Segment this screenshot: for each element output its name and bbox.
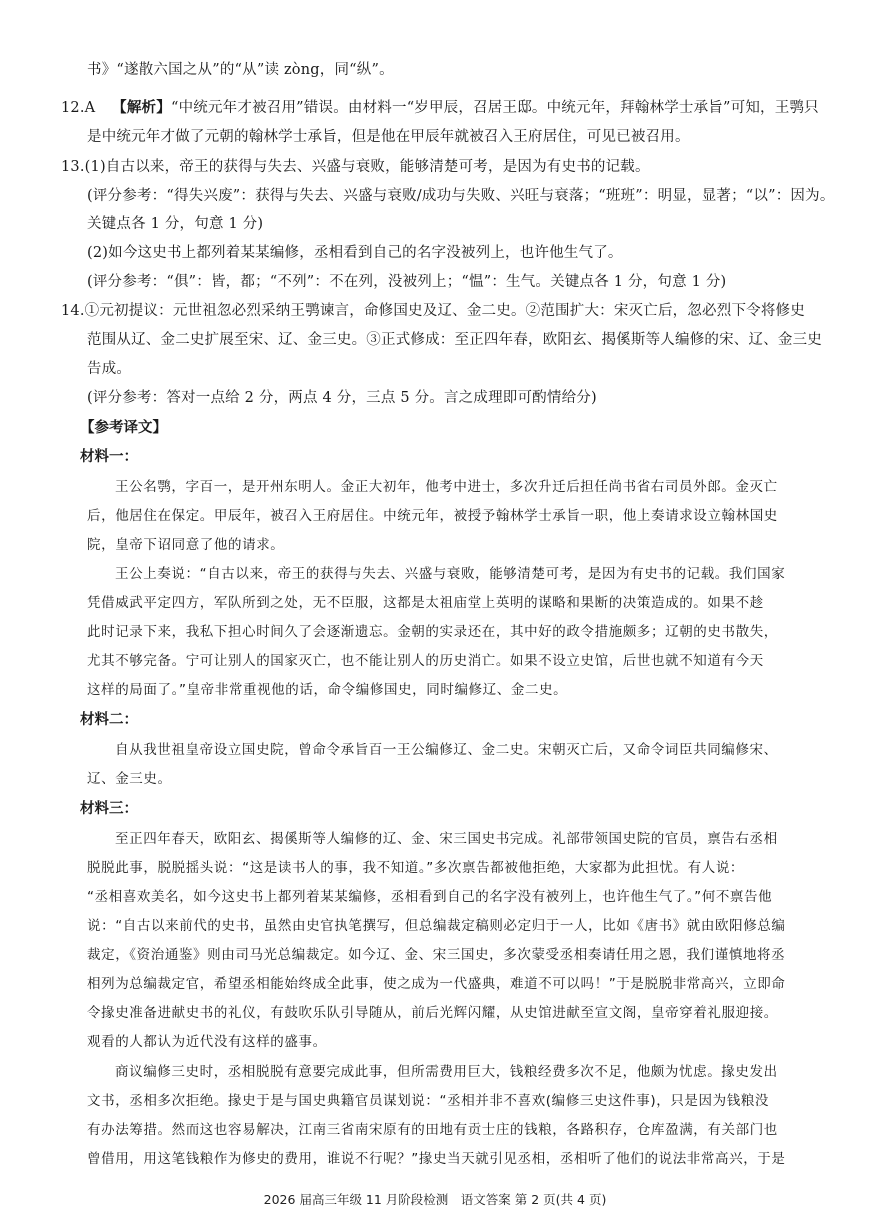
material-3-para-1-line-3: “丞相喜欢美名，如今这史书上都列着某某编修，丞相看到自己的名字没有被列上，也许他生气了。”何不禀告他 — [87, 889, 773, 905]
answer-13-2-scoring: (评分参考：“俱”：皆，都；“不列”：不在列，没被列上；“愠”：生气。关键点各 1 分，句意 1 分) — [87, 274, 727, 290]
answer-13-1: 13.(1)自古以来，帝王的获得与失去、兴盛与衰败，能够清楚可考，是因为有史书的记载。 — [61, 159, 650, 175]
material-1-title: 材料一： — [80, 448, 138, 465]
material-3-para-1-line-8: 观看的人都认为近代没有这样的盛事。 — [87, 1034, 327, 1050]
answer-13-2: (2)如今这史书上都列着某某编修，丞相看到自己的名字没被列上，也许他生气了。 — [87, 245, 623, 261]
material-3-para-1-line-5: 裁定，《资治通鉴》则由司马光总编裁定。如今辽、金、宋三国史，多次蒙受丞相奏请任用之恩，我们谨慎地将丞 — [87, 947, 786, 963]
material-2-para-1-line-2: 辽、金三史。 — [87, 771, 172, 787]
answer-13-1-scoring-b: 关键点各 1 分，句意 1 分) — [87, 216, 264, 232]
answer-13-1-scoring-a: (评分参考：“得失兴废”：获得与失去、兴盛与衰败/成功与失败、兴旺与衰落；“班班”：明显，显著；“以”：因为。 — [87, 188, 835, 204]
material-3-para-2-line-1: 商议编修三史时，丞相脱脱有意要完成此事，但所需费用巨大，钱粮经费多次不足，他颇为忧虑。掾史发出 — [115, 1064, 778, 1080]
material-1-para-2-line-1: 王公上奏说：“自古以来，帝王的获得与失去、兴盛与衰败，能够清楚可考，是因为有史书的记载。我们国家 — [115, 566, 786, 582]
material-1-para-1-line-3: 院，皇帝下诏同意了他的请求。 — [87, 537, 285, 553]
answer-14-line-2: 范围从辽、金二史扩展至宋、辽、金三史。③正式修成：至正四年春，欧阳玄、揭傒斯等人编修的宋、辽、金三史 — [87, 332, 822, 348]
page-footer: 2026 届高三年级 11 月阶段检测 语文答案 第 2 页(共 4 页) — [263, 1192, 607, 1207]
material-3-para-1-line-6: 相列为总编裁定官，希望丞相能始终成全此事，使之成为一代盛典，难道不可以吗！”于是脱脱非常高兴，立即命 — [87, 976, 786, 992]
answer-12-line-1 — [61, 98, 819, 118]
answer-12-line-2: 是中统元年才做了元朝的翰林学士承旨，但是他在甲辰年就被召入王府居住，可见已被召用。 — [87, 129, 690, 145]
material-3-para-1-line-2: 脱脱此事，脱脱摇头说：“这是读书人的事，我不知道。”多次禀告都被他拒绝，大家都为此担忧。有人说： — [87, 860, 745, 876]
material-3-para-1-line-4: 说：“自古以来前代的史书，虽然由史官执笔撰写，但总编裁定稿则必定归于一人，比如《唐书》就由欧阳修总编 — [87, 918, 786, 934]
answer-14-line-1: 14.①元初提议：元世祖忽必烈采纳王鹗谏言，命修国史及辽、金二史。②范围扩大：宋灭亡后，忽必烈下令将修史 — [61, 303, 805, 319]
material-1-para-2-line-5: 这样的局面了。”皇帝非常重视他的话，命令编修国史，同时编修辽、金二史。 — [87, 682, 568, 698]
material-2-para-1-line-1: 自从我世祖皇帝设立国史院，曾命令承旨百一王公编修辽、金二史。宋朝灭亡后，又命令词臣共同编修宋、 — [115, 742, 778, 758]
material-3-para-2-line-4: 曾借用，用这笔钱粮作为修史的费用，谁说不行呢？”掾史当天就引见丞相，丞相听了他们的说法非常高兴，于是 — [87, 1151, 786, 1167]
material-3-para-1-line-1: 至正四年春天，欧阳玄、揭傒斯等人编修的辽、金、宋三国史书完成。礼部带领国史院的官员，禀告右丞相 — [115, 831, 778, 847]
material-1-para-1-line-2: 后，他居住在保定。甲辰年，被召入王府居住。中统元年，被授予翰林学士承旨一职，他上奏请求设立翰林国史 — [87, 508, 778, 524]
material-3-para-2-line-3: 有办法筹措。然而这也容易解决，江南三省南宋原有的田地有贡士庄的钱粮，各路积存，仓库盈满，有关部门也 — [87, 1122, 778, 1138]
reference-translation-heading: 【参考译文】 — [80, 419, 167, 436]
answer-12-text-a: “中统元年才被召用”错误。由材料一“岁甲辰，召居王邸。中统元年，拜翰林学士承旨”可知，王鹗只 — [170, 100, 819, 116]
answer-14-scoring: (评分参考：答对一点给 2 分，两点 4 分，三点 5 分。言之成理即可酌情给分) — [87, 390, 597, 406]
material-3-para-1-line-7: 令掾史准备进献史书的礼仪，有鼓吹乐队引导随从，前后光辉闪耀，从史馆进献至宣文阁，皇帝穿着礼服迎接。 — [87, 1005, 778, 1021]
answer-line-continuation: 书》“遂散六国之从”的“从”读 zòng，同“纵”。 — [87, 62, 394, 78]
material-3-title: 材料三： — [80, 800, 138, 817]
material-1-para-1-line-1: 王公名鹗，字百一，是开州东明人。金正大初年，他考中进士，多次升迁后担任尚书省右司员外郎。金灭亡 — [115, 479, 778, 495]
material-3-para-2-line-2: 文书，丞相多次拒绝。掾史于是与国史典籍官员谋划说：“丞相并非不喜欢(编修三史这件事)，只是因为钱粮没 — [87, 1093, 770, 1109]
material-1-para-2-line-2: 凭借威武平定四方，军队所到之处，无不臣服，这都是太祖庙堂上英明的谋略和果断的决策造成的。如果不趁 — [87, 595, 764, 611]
material-2-title: 材料二： — [80, 711, 138, 728]
material-1-para-2-line-4: 尤其不够完备。宁可让别人的国家灭亡，也不能让别人的历史消亡。如果不设立史馆，后世也就不知道有今天 — [87, 653, 764, 669]
analysis-tag: 【解析】 — [112, 99, 171, 116]
answer-14-line-3: 告成。 — [87, 361, 132, 377]
material-1-para-2-line-3: 此时记录下来，我私下担心时间久了会逐渐遗忘。金朝的实录还在，其中好的政令措施颇多；辽朝的史书散失， — [87, 624, 778, 640]
question-number-12: 12.A — [61, 100, 96, 116]
